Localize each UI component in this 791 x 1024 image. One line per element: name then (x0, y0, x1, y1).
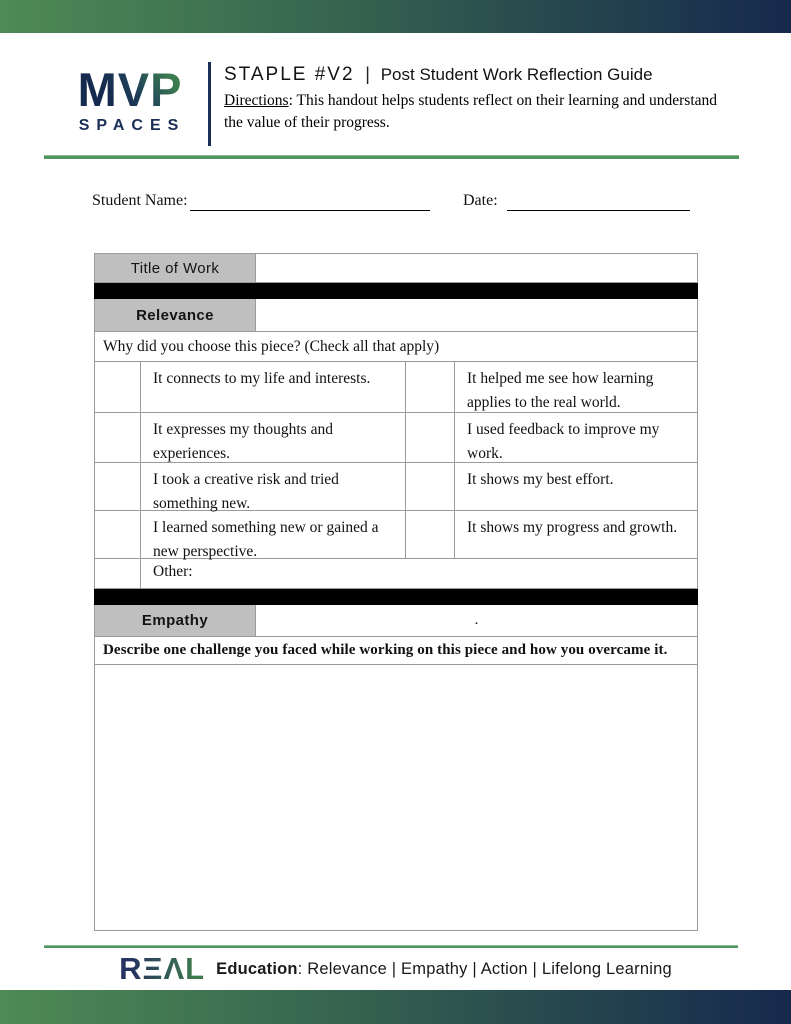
option-label: It shows my progress and growth. (467, 519, 678, 536)
relevance-header-blank-cell (256, 299, 697, 331)
option-label: I took a creative risk and tried something new. (141, 463, 406, 510)
empathy-answer-input-area[interactable] (95, 665, 697, 930)
section-divider-bar (94, 283, 698, 299)
relevance-section-row (95, 299, 697, 332)
option-row (95, 413, 697, 463)
document-title (224, 64, 653, 86)
checkbox-cell[interactable] (95, 463, 141, 510)
spaces-logo-text: SPACES (78, 117, 186, 134)
title-of-work-header: Title of Work (95, 254, 256, 282)
relevance-question-row (95, 332, 697, 362)
empathy-prompt-text: Describe one challenge you faced while working on this piece and how you overcame it. (103, 642, 668, 658)
footer-tagline-rest: : Relevance | Empathy | Action | Lifelong Learning (297, 960, 672, 978)
date-input-line[interactable] (507, 194, 690, 211)
option-label: I learned something new or gained a new perspective. (141, 511, 406, 558)
title-separator: | (365, 64, 370, 84)
option-row (95, 463, 697, 511)
option-label: It helped me see how learning applies to the real world. (467, 370, 654, 412)
other-label: Other: (153, 563, 193, 580)
title-subtitle: Post Student Work Reflection Guide (380, 65, 653, 84)
mvp-logo-text: MVP (77, 63, 183, 116)
title-code: STAPLE #V2 (224, 64, 355, 85)
option-row (95, 511, 697, 559)
student-name-input-line[interactable] (190, 194, 430, 211)
checkbox-cell[interactable] (406, 413, 455, 462)
checkbox-cell[interactable] (95, 511, 141, 558)
real-logo: RΞΛL (119, 951, 206, 986)
footer-tagline (216, 960, 672, 979)
header-divider-rule (44, 155, 739, 159)
relevance-section-header: Relevance (95, 299, 256, 331)
directions-text (224, 90, 724, 135)
other-option-input-cell[interactable] (141, 559, 697, 588)
other-option-row (95, 559, 697, 589)
checkbox-cell[interactable] (95, 413, 141, 462)
title-of-work-input-cell[interactable] (256, 254, 697, 282)
checkbox-cell[interactable] (406, 362, 455, 412)
directions-body: : This handout helps students reflect on their learning and understand the value of their progress. (224, 92, 718, 132)
footer-divider-rule (44, 945, 738, 948)
bottom-gradient-bar (0, 990, 791, 1024)
option-label: It shows my best effort. (467, 471, 614, 488)
empathy-section-header: Empathy (95, 605, 256, 636)
directions-label: Directions (224, 92, 289, 109)
checkbox-cell[interactable] (95, 559, 141, 588)
mvp-spaces-logo (64, 63, 196, 135)
footer (0, 951, 791, 986)
header-vertical-divider (208, 62, 211, 146)
empathy-prompt-row (95, 637, 697, 665)
checkbox-cell[interactable] (406, 511, 455, 558)
option-label: It connects to my life and interests. (141, 362, 406, 412)
reflection-form-table (94, 253, 698, 931)
option-row (95, 362, 697, 413)
empathy-answer-row (95, 665, 697, 930)
student-name-label: Student Name: (92, 192, 188, 209)
option-label: It expresses my thoughts and experiences. (141, 413, 406, 462)
option-label: I used feedback to improve my work. (467, 421, 660, 463)
empathy-section-row (95, 605, 697, 637)
title-of-work-row (95, 254, 697, 283)
date-label: Date: (463, 192, 498, 209)
checkbox-cell[interactable] (406, 463, 455, 510)
relevance-question-text: Why did you choose this piece? (Check all that apply) (103, 337, 440, 355)
footer-tagline-bold: Education (216, 960, 298, 978)
checkbox-cell[interactable] (95, 362, 141, 412)
empathy-header-cell: . (474, 612, 479, 628)
top-gradient-bar (0, 0, 791, 33)
section-divider-bar (94, 589, 698, 605)
